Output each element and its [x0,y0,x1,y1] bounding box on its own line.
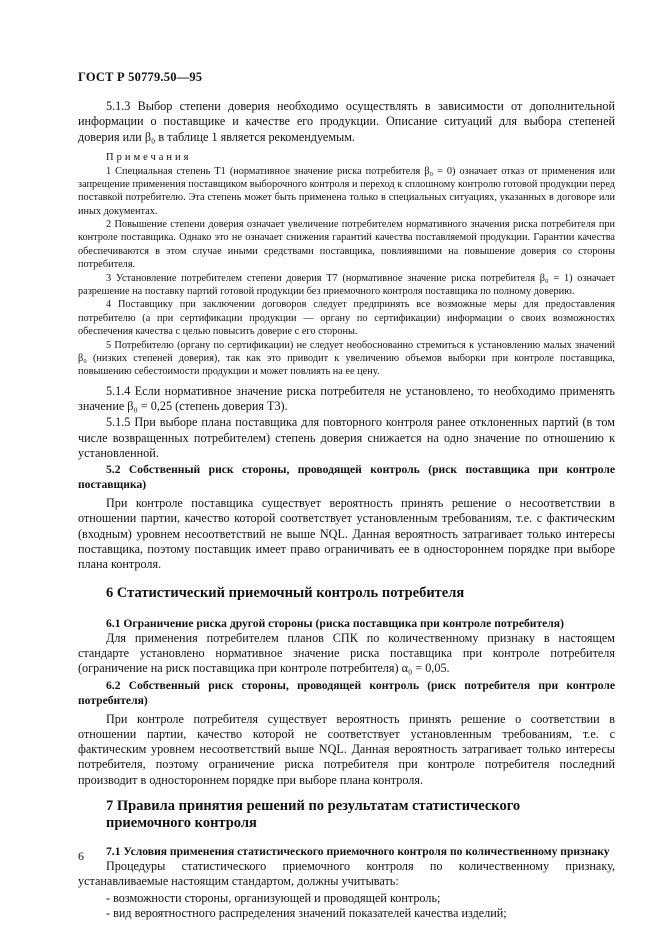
clause-5-1-4: 5.1.4 Если нормативное значение риска потребителя не установлено, то необходимо применять значение β₀ = 0,25 (степень доверия Т3). [78,383,615,413]
note-2: 2 Повышение степени доверия означает увеличение потребителем нормативного значения риска потребителя при контроле поставщика. Однако это не означает снижения гарантий качества поставляемой продукции. Гарантии качества обеспечиваются в этом случае иными средствами поставщика, повлиявшими на повышение доверия со стороны потребителя. [78,219,615,270]
clause-7-1-heading: 7.1 Условия применения статистического приемочного контроля по количественному признаку [106,844,610,858]
clause-6-2-heading: 6.2 Собственный риск стороны, проводящей контроль (риск потребителя при контроле потребителя) [78,678,615,707]
clause-6-1-heading: 6.1 Ограничение риска другой стороны (риска поставщика при контроле потребителя) [106,616,564,630]
notes-title: Примечания [106,151,192,163]
page-content [78,99,615,921]
note-4: 4 Поставщику при заключении договоров следует предпринять все возможные меры для предоставления потребителю (а при сертификации продукции — органу по сертификации) информации о своих возможностях обеспечения качества с целью повысить доверие с его стороны. [78,299,615,337]
clause-6-1-text: Для применения потребителем планов СПК по количественному признаку в настоящем стандарте установлено нормативное значение риска поставщика при контроле потребителя (ограничение на риск поставщика при контроле потребителя) α₀ = 0,05. [78,630,615,676]
clause-6-2-text: При контроле потребителя существует вероятность принять решение о соответствии в отношении партии, качество которой не соответствует установленным требованиям, т.е. с фактическим уровнем несоответствий выше NQL. Данная вероятность затрагивает только интересы потребителя, поэтому ограничение риска потребителя при контроле потребителя последний производит в одностороннем порядке при выборе плана контроля. [78,711,615,787]
note-1: 1 Специальная степень Т1 (нормативное значение риска потребителя β₀ = 0) означает отказ от применения или запрещение применения поставщиком выборочного контроля и переход к сплошному контролю готовой продукции перед поставкой потребителю. Эта степень может быть применена только в специальных ситуациях, указанных в договоре или иных документах. [78,165,615,217]
clause-5-2-heading: 5.2 Собственный риск стороны, проводящей контроль (риск поставщика при контроле поставщика) [78,463,615,492]
document-code-header: ГОСТ Р 50779.50—95 [78,70,203,84]
clause-5-2-text: При контроле поставщика существует вероятность принять решение о несоответствии в отношении партии, качество которой соответствует установленным требованиям, т.е. с фактическим (входным) уровнем несоответствий не выше NQL. Данная вероятность затрагивает только интересы поставщика, поэтому поставщик имеет право ограничивать ее в одностороннем порядке при выборе плана контроля. [78,496,615,572]
clause-7-1-text: Процедуры статистического приемочного контроля по количественному признаку, устанавливаемые настоящим стандартом, должны учитывать: [78,858,615,889]
section-7-title: 7 Правила принятия решений по результатам статистического приемочного контроля [106,797,521,831]
list-item: - возможности стороны, организующей и проводящей контроль; [106,890,441,905]
list-item: - вид вероятностного распределения значений показателей качества изделий; [106,905,507,920]
clause-5-1-3: 5.1.3 Выбор степени доверия необходимо осуществлять в зависимости от дополнительной информации о поставщике и качестве его продукции. Описание ситуаций для выбора степеней доверия или β₀ в таблице 1 является рекомендуемым. [78,99,615,144]
page-number: 6 [78,849,84,863]
section-6-title: 6 Статистический приемочный контроль потребителя [106,584,465,601]
note-5: 5 Потребителю (органу по сертификации) не следует необоснованно стремиться к установлению малых значений β₀ (низких степеней доверия), так как это приводит к увеличению объемов выборки при контроле поставщика, повышению себестоимости продукции и может повлиять на ее цену. [78,339,615,377]
note-3: 3 Установление потребителем степени доверия Т7 (нормативное значение риска потребителя β₀ = 1) означает разрешение на поставку партий готовой продукции без приемочного контроля поставщика по полному доверию. [78,272,615,297]
clause-5-1-5: 5.1.5 При выборе плана поставщика для повторного контроля ранее отклоненных партий (в том числе возвращенных потребителем) степень доверия снижается на одно значение по отношению к установленной. [78,415,615,460]
